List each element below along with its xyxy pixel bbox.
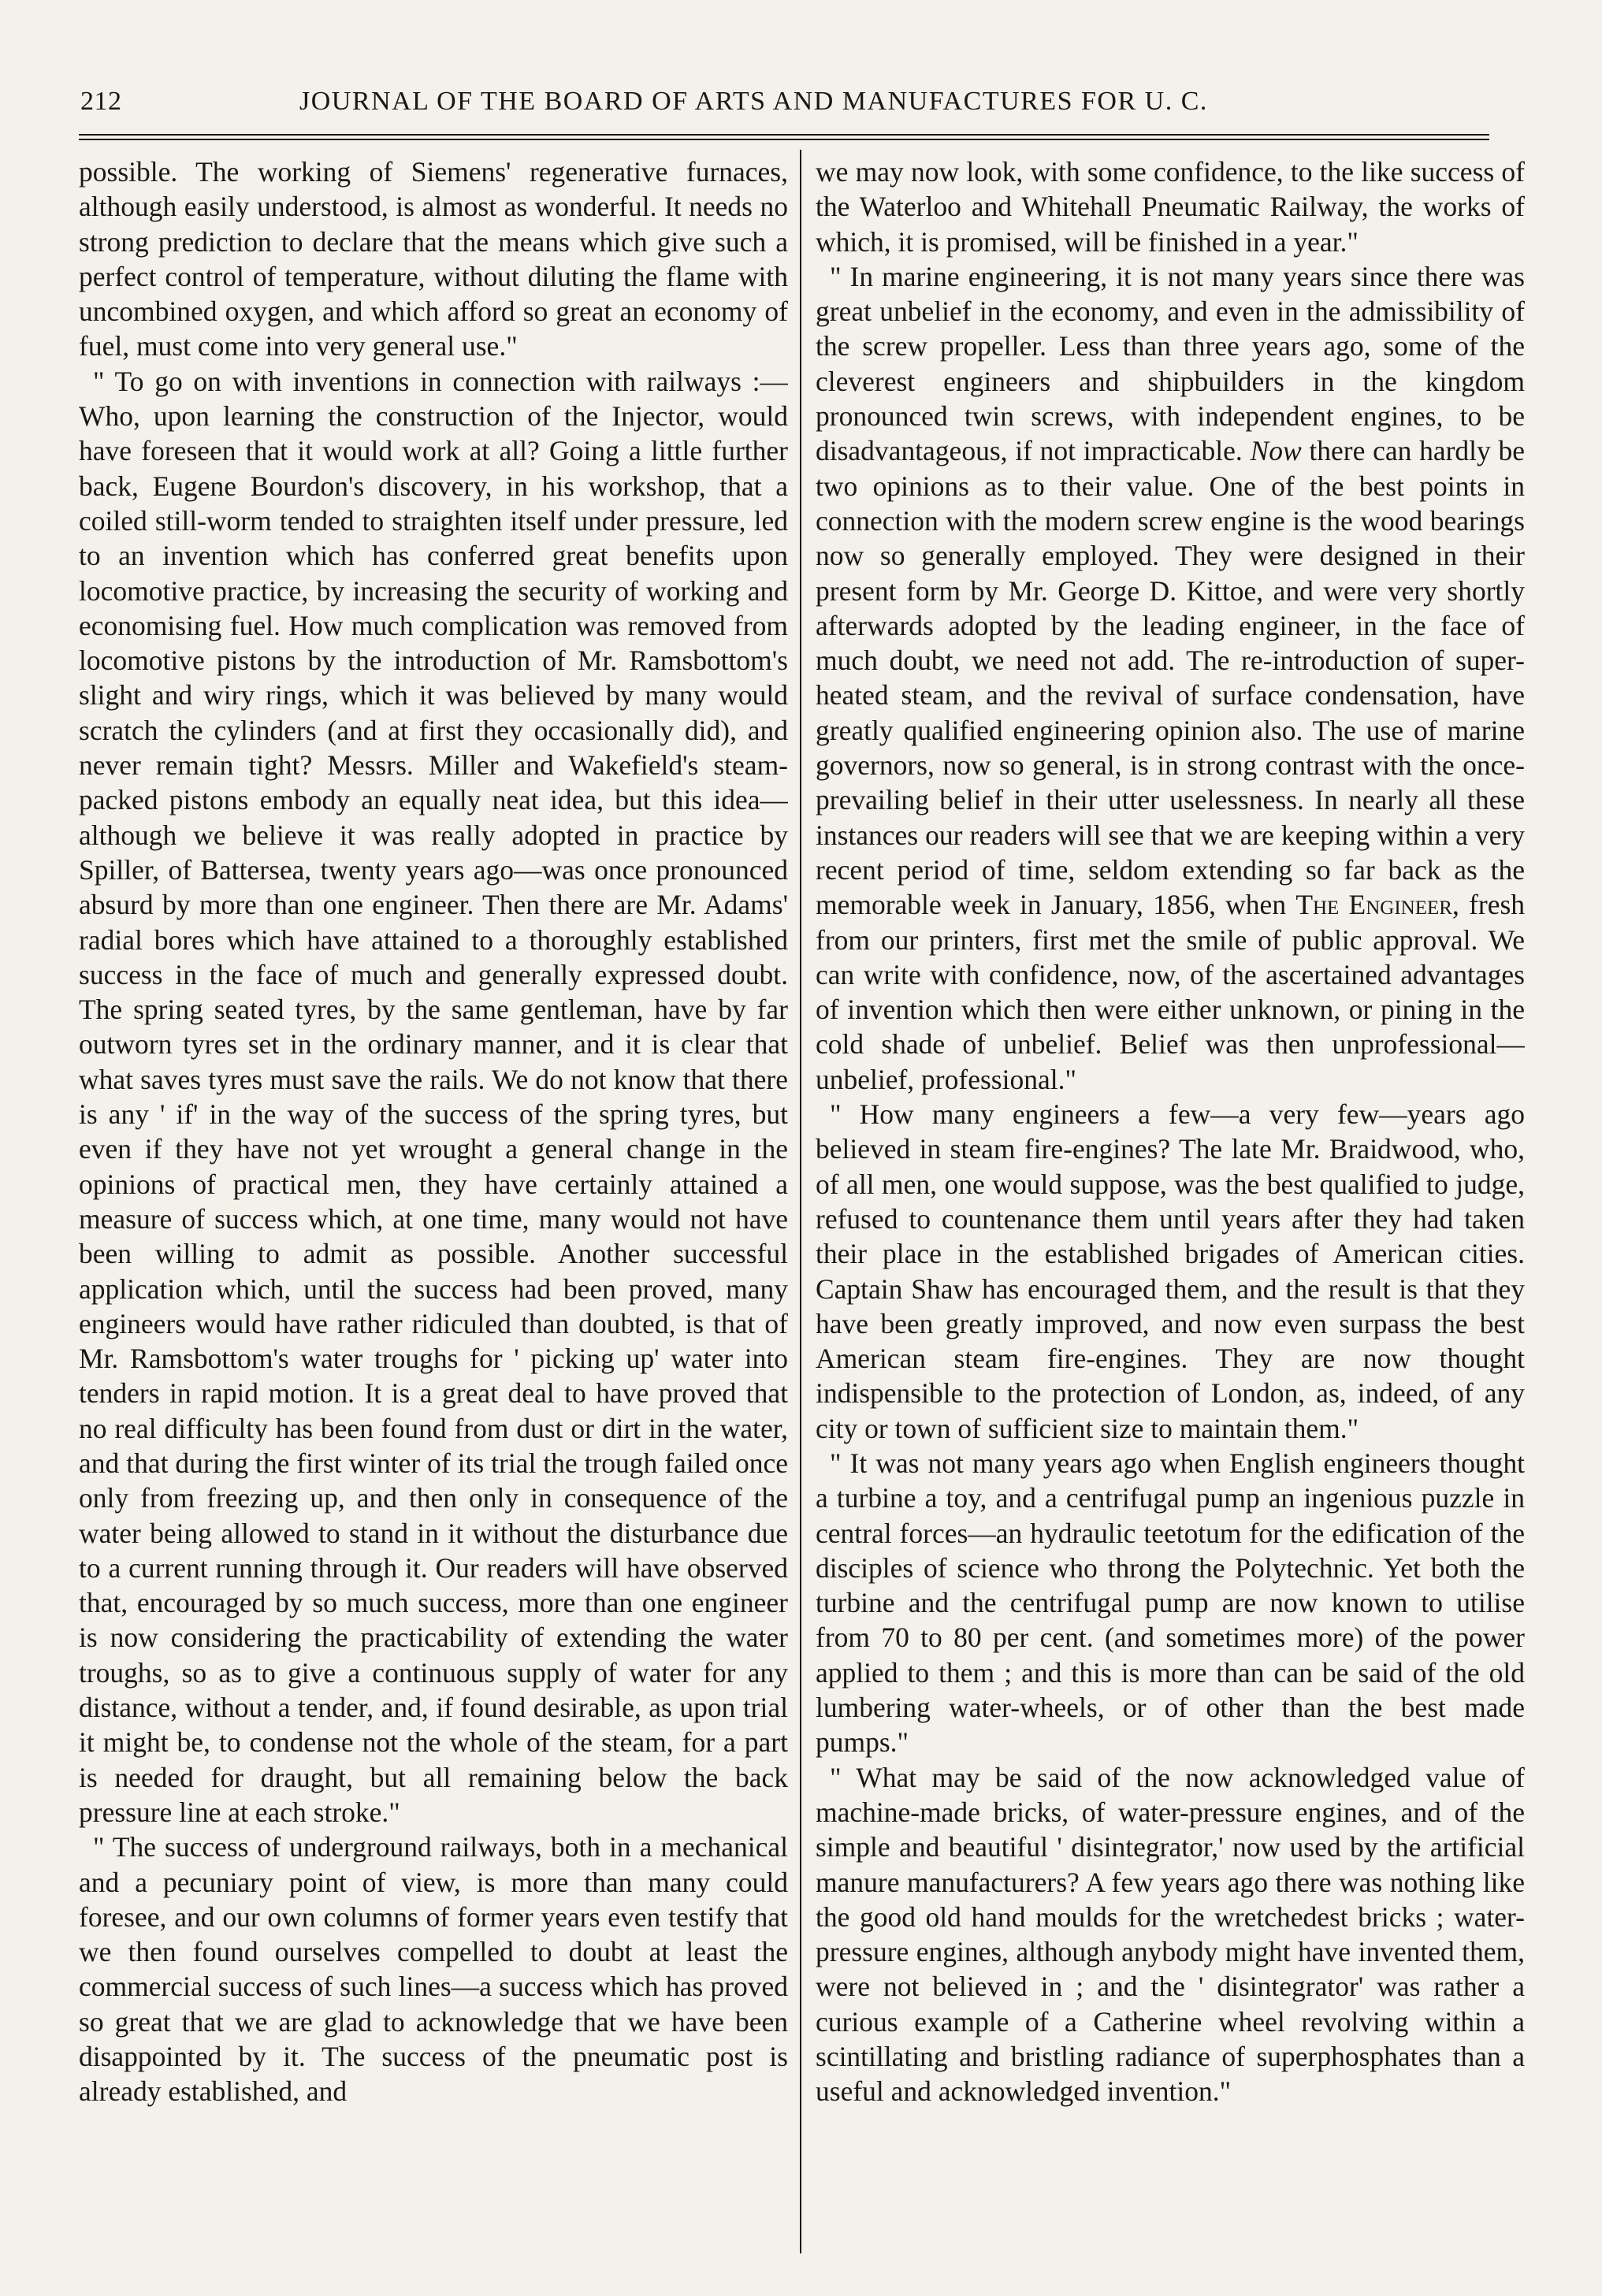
header-rule-bottom xyxy=(79,139,1489,140)
italic-now: Now xyxy=(1250,435,1302,467)
page-header xyxy=(79,87,1544,118)
right-column xyxy=(816,154,1525,2250)
text-run: there can hardly be two opinions as to their value. One of the best points in connection with the modern screw engine is the wood bearings now so generally employed. They were designed in their present form by Mr. George D. Kittoe, and were very shortly afterwards adopted by the leading engineer, in the face of much doubt, we need not add. The re-introduction of super-heated steam, and the revival of surface condensation, have greatly qualified engineering opinion also. The use of marine governors, now so general, is in strong contrast with the once-prevailing belief in their utter uselessness. In nearly all these instances our readers will see that we are keeping within a very recent period of time, seldom extending so far back as the memorable week in January, 1856, when xyxy=(816,435,1525,921)
text-run: fresh from our printers, first met the smile of public approval. We can write with confidence, now, of the ascertained advantages of invention which then were either unknown, or pining in the cold shade of unbelief. Belief was then unprofessional—unbelief, professional." xyxy=(816,889,1525,1095)
publication-name: The Engineer, xyxy=(1295,889,1459,921)
header-rule-top xyxy=(79,134,1489,136)
left-column xyxy=(79,154,788,2250)
paragraph: possible. The working of Siemens' regenerative furnaces, although easily understood, is almost as wonderful. It needs no strong prediction to declare that the means which give such a perfect control of temperature, without diluting the flame with uncombined oxygen, and which afford so great an economy of fuel, must come into very general use." xyxy=(79,156,788,362)
paragraph xyxy=(816,259,1525,1097)
paragraph: " How many engineers a few—a very few—years ago believed in steam fire-engines? The late Mr. Braidwood, who, of all men, one would suppose, was the best qualified to judge, refused to countenance them until years after they had taken their place in the established brigades of American cities. Captain Shaw has encouraged them, and the result is that they have been greatly improved, and now even surpass the best American steam fire-engines. They are now thought indispensible to the protection of London, as, indeed, of any city or town of sufficient size to maintain them." xyxy=(816,1098,1525,1444)
text-run: " In marine engineering, it is not many years since there was great unbelief in the economy, and even in the admissibility of the screw propeller. Less than three years ago, some of the cleverest engineers and shipbuilders in the kingdom pronounced twin screws, with independent engines, to be disadvantageous, if not impracticable. xyxy=(816,260,1525,467)
running-head: JOURNAL OF THE BOARD OF ARTS AND MANUFACTURES FOR U. C. xyxy=(299,87,1208,116)
paragraph: " The success of underground railways, both in a mechanical and a pecuniary point of view, is more than many could foresee, and our own columns of former years even testify that we then found ourselves compelled to doubt at least the commercial success of such lines—a success which has proved so great that we are glad to acknowledge that we have been disappointed by it. The success of the pneumatic post is already established, and xyxy=(79,1831,788,2108)
paragraph: " To go on with inventions in connection with railways :—Who, upon learning the construction of the Injector, would have foreseen that it would work at all? Going a little further back, Eugene Bourdon's discovery, in his workshop, that a coiled still-worm tended to straighten itself under pressure, led to an invention which has conferred great benefits upon locomotive practice, by increasing the security of working and economising fuel. How much complication was removed from locomotive pistons by the introduction of Mr. Ramsbottom's slight and wiry rings, which it was believed by many would scratch the cylinders (and at first they occasionally did), and never remain tight? Messrs. Miller and Wakefield's steam-packed pistons embody an equally neat idea, but this idea—although we believe it was really adopted in practice by Spiller, of Battersea, twenty years ago—was once pronounced absurd by more than one engineer. Then there are Mr. Adams' radial bores which have attained to a thoroughly established success in the face of much and generally expressed doubt. The spring seated tyres, by the same gentleman, have by far outworn tyres set in the ordinary manner, and it is clear that what saves tyres must save the rails. We do not know that there is any ' if' in the way of the success of the spring tyres, but even if they have not yet wrought a general change in the opinions of practical men, they have certainly attained a measure of success which, at one time, many would not have been willing to admit as possible. Another successful application which, until the success had been proved, many engineers would have rather ridiculed than doubted, is that of Mr. Ramsbottom's water troughs for ' picking up' water into tenders in rapid motion. It is a great deal to have proved that no real difficulty has been found from dust or dirt in the water, and that during the first winter of its trial the trough failed once only from freezing up, and then only in consequence of the water being allowed to stand in it without the disturbance due to a current running through it. Our readers will have observed that, encouraged by so much success, more than one engineer is now considering the practicability of extending the water troughs, so as to give a continuous supply of water for any distance, without a tender, and, if found desirable, as upon trial it might be, to condense not the whole of the steam, for a part is needed for draught, but all remaining below the back pressure line at each stroke." xyxy=(79,365,788,1828)
column-divider xyxy=(800,150,801,2253)
paragraph: we may now look, with some confidence, to the like success of the Waterloo and Whitehall Pneumatic Railway, the works of which, it is promised, will be finished in a year." xyxy=(816,156,1525,258)
paragraph: " It was not many years ago when English engineers thought a turbine a toy, and a centrifugal pump an ingenious puzzle in central forces—an hydraulic teetotum for the edification of the disciples of science who throng the Polytechnic. Yet both the turbine and the centrifugal pump are now known to utilise from 70 to 80 per cent. (and sometimes more) of the power applied to them ; and this is more than can be said of the old lumbering water-wheels, or of other than the best made pumps." xyxy=(816,1447,1525,1759)
page-number: 212 xyxy=(80,87,122,116)
paragraph: " What may be said of the now acknowledged value of machine-made bricks, of water-pressure engines, and of the simple and beautiful ' disintegrator,' now used by the artificial manure manufacturers? A few years ago there was nothing like the good old hand moulds for the wretchedest bricks ; water-pressure engines, although anybody might have invented them, were not believed in ; and the ' disintegrator' was rather a curious example of a Catherine wheel revolving within a scintillating and bristling radiance of superphosphates than a useful and acknowledged invention." xyxy=(816,1761,1525,2108)
